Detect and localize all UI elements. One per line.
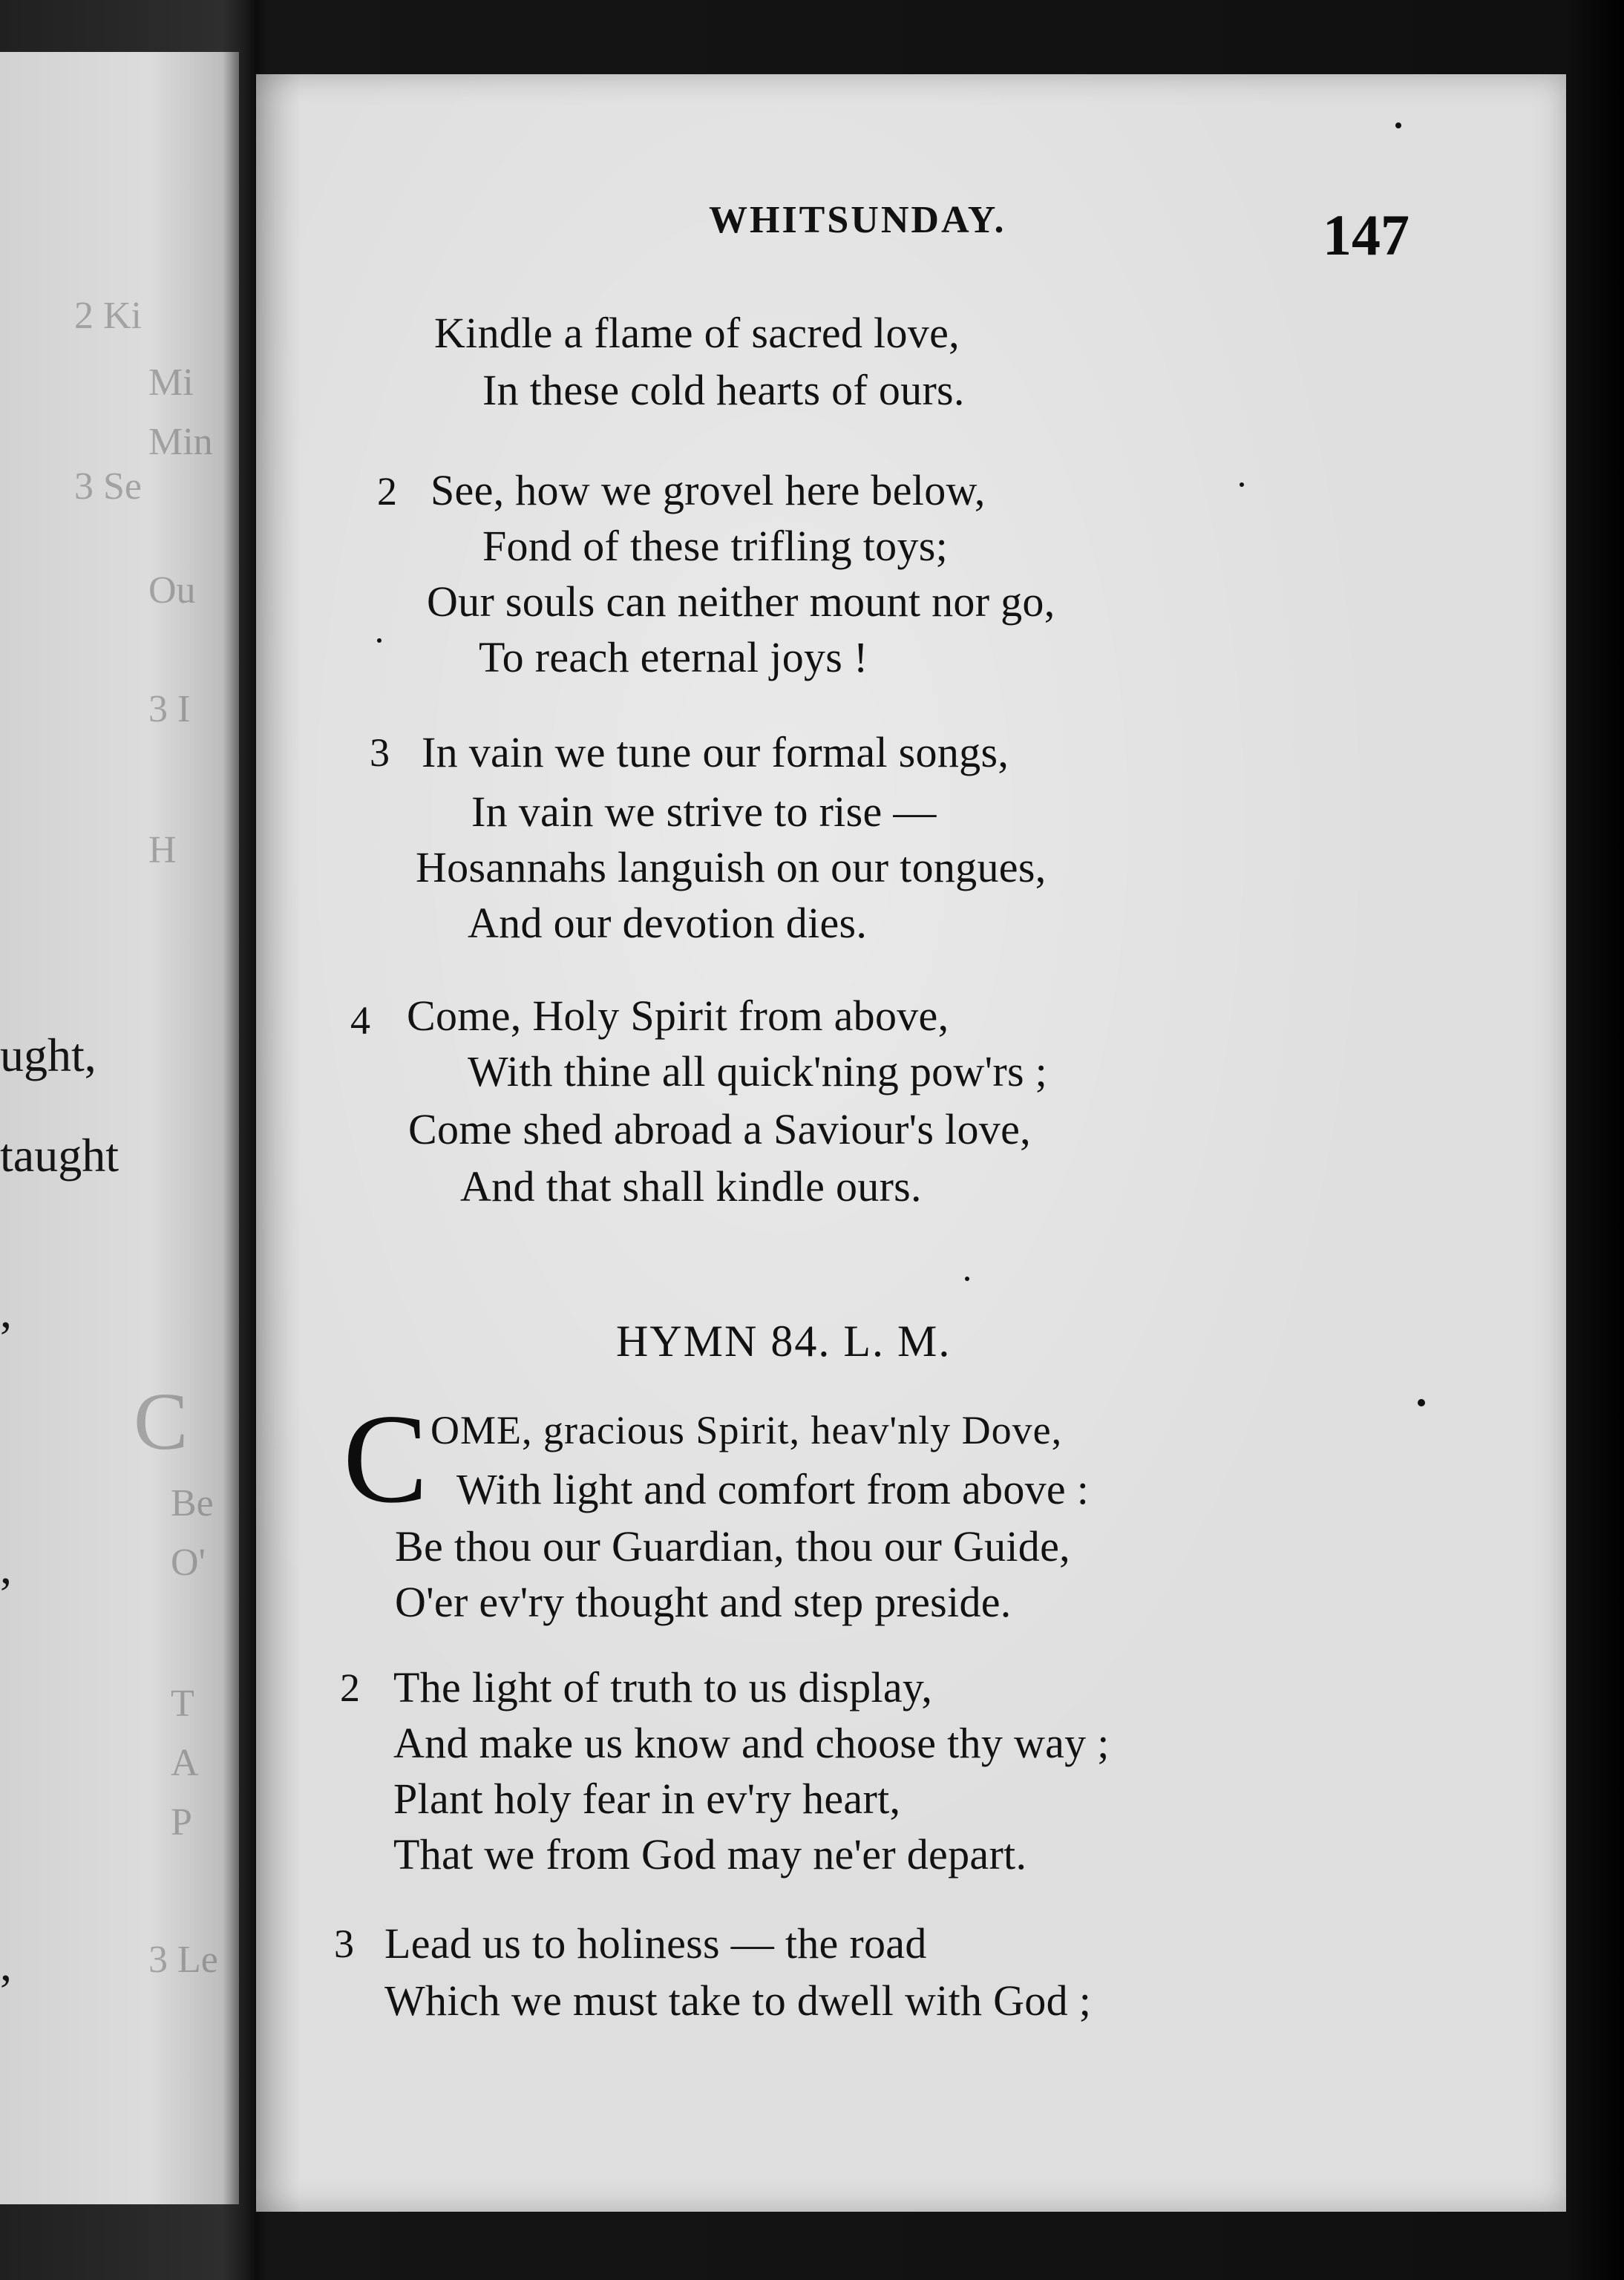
verse-line: To reach eternal joys ! [479,633,868,681]
verse-line: And make us know and choose thy way ; [393,1719,1110,1767]
verse-line: Hosannahs languish on our tongues, [416,843,1047,891]
verse-line: Kindle a flame of sacred love, [434,309,960,357]
dust-speck [377,638,382,643]
left-fragment-comma-2: , [0,1541,12,1593]
stanza-number: 3 [334,1922,354,1966]
verse-line: Plant holy fear in ev'ry heart, [393,1775,901,1823]
verse-line: In these cold hearts of ours. [482,366,965,414]
hymn-heading: HYMN 84. L. M. [616,1317,952,1366]
verse-line: Come, Holy Spirit from above, [407,992,949,1040]
left-fragment-ught: ught, [0,1029,96,1081]
verse-line: OME, gracious Spirit, heav'nly Dove, [430,1408,1063,1452]
verse-line: The light of truth to us display, [393,1663,933,1711]
dust-speck [965,1277,969,1281]
running-head: WHITSUNDAY. [709,199,1006,241]
verse-line: With light and comfort from above : [456,1465,1090,1513]
drop-cap: C [343,1389,428,1530]
verse-line: That we from God may ne'er depart. [393,1830,1027,1878]
stanza-number: 2 [340,1665,360,1710]
verse-line: Be thou our Guardian, thou our Guide, [395,1522,1070,1570]
verse-line: And that shall kindle ours. [460,1162,922,1211]
stanza-number: 3 [370,730,390,775]
left-facing-page: 2 Ki Mi Min 3 Se Ou 3 I H ught, taught , , C Be O' T A P , 3 Le [0,52,239,2204]
verse-line: See, how we grovel here below, [430,466,986,514]
verse-line: Come shed abroad a Saviour's love, [408,1105,1031,1153]
stanza-number: 2 [377,469,397,514]
verse-line: And our devotion dies. [468,899,868,947]
verse-line: Which we must take to dwell with God ; [384,1976,1092,2025]
verse-line: In vain we tune our formal songs, [422,728,1009,776]
stanza-number: 4 [350,998,370,1043]
dust-speck [1418,1399,1425,1406]
verse-line: Our souls can neither mount nor go, [427,577,1055,626]
verse-line: Fond of these trifling toys; [482,522,949,570]
page-number: 147 [1323,203,1409,267]
verse-line: In vain we strive to rise — [471,787,937,836]
verse-line: With thine all quick'ning pow'rs ; [468,1047,1048,1095]
dust-speck [1395,122,1401,128]
left-fragment-comma-3: , [0,1938,12,1991]
dust-speck [1240,482,1244,487]
verse-line: Lead us to holiness — the road [384,1919,927,1968]
left-fragment-comma-1: , [0,1285,12,1337]
left-fragment-taught: taught [0,1129,119,1182]
verse-line: O'er ev'ry thought and step preside. [395,1578,1012,1626]
